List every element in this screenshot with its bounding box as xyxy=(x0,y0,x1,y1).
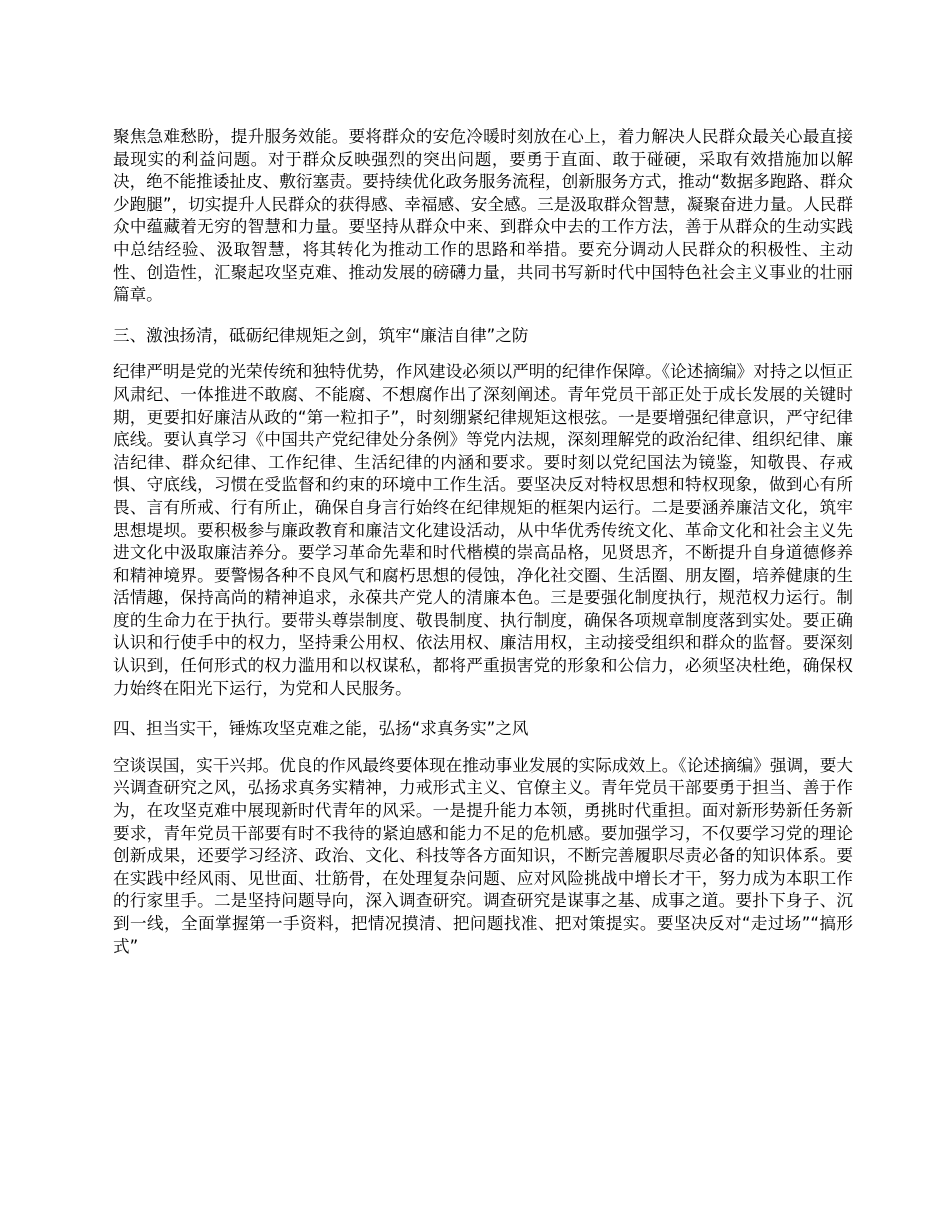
section4-heading: 四、担当实干，锤炼攻坚克难之能，弘扬“求真务实”之风 xyxy=(113,719,529,739)
document-page xyxy=(113,126,853,958)
section3-heading: 三、激浊扬清，砥砺纪律规矩之剑，筑牢“廉洁自律”之防 xyxy=(113,325,529,345)
section4-paragraph: 空谈误国，实干兴邦。优良的作风最终要体现在推动事业发展的实际成效上。《论述摘编》强调，要大兴调查研究之风，弘扬求真务实精神，力戒形式主义、官僚主义。青年党员干部要勇于担当、善于作为，在攻坚克难中展现新时代青年的风采。一是提升能力本领，勇挑时代重担。面对新形势新任务新要求，青年党员干部要有时不我待的紧迫感和能力不足的危机感。要加强学习，不仅要学习党的理论创新成果，还要学习经济、政治、文化、科技等各方面知识，不断完善履职尽责必备的知识体系。要在实践中经风雨、见世面、壮筋骨，在处理复杂问题、应对风险挑战中增长才干，努力成为本职工作的行家里手。二是坚持问题导向，深入调查研究。调查研究是谋事之基、成事之道。要扑下身子、沉到一线，全面掌握第一手资料，把情况摸清、把问题找准、把对策提实。要坚决反对“走过场”“搞形式” xyxy=(113,755,853,956)
section3-paragraph: 纪律严明是党的光荣传统和独特优势，作风建设必须以严明的纪律作保障。《论述摘编》对持之以恒正风肃纪、一体推进不敢腐、不能腐、不想腐作出了深刻阐述。青年党员干部正处于成长发展的关键时期，更要扣好廉洁从政的“第一粒扣子”，时刻绷紧纪律规矩这根弦。一是要增强纪律意识，严守纪律底线。要认真学习《中国共产党纪律处分条例》等党内法规，深刻理解党的政治纪律、组织纪律、廉洁纪律、群众纪律、工作纪律、生活纪律的内涵和要求。要时刻以党纪国法为镜鉴，知敬畏、存戒惧、守底线，习惯在受监督和约束的环境中工作生活。要坚决反对特权思想和特权现象，做到心有所畏、言有所戒、行有所止，确保自身言行始终在纪律规矩的框架内运行。二是要涵养廉洁文化，筑牢思想堤坝。要积极参与廉政教育和廉洁文化建设活动，从中华优秀传统文化、革命文化和社会主义先进文化中汲取廉洁养分。要学习革命先辈和时代楷模的崇高品格，见贤思齐，不断提升自身道德修养和精神境界。要警惕各种不良风气和腐朽思想的侵蚀，净化社交圈、生活圈、朋友圈，培养健康的生活情趣，保持高尚的精神追求，永葆共产党人的清廉本色。三是要强化制度执行，规范权力运行。制度的生命力在于执行。要带头尊崇制度、敬畏制度、执行制度，确保各项规章制度落到实处。要正确认识和行使手中的权力，坚持秉公用权、依法用权、廉洁用权，主动接受组织和群众的监督。要深刻认识到，任何形式的权力滥用和以权谋私，都将严重损害党的形象和公信力，必须坚决杜绝，确保权力始终在阳光下运行，为党和人民服务。 xyxy=(113,362,853,698)
intro-paragraph: 聚焦急难愁盼，提升服务效能。要将群众的安危冷暖时刻放在心上，着力解决人民群众最关心最直接最现实的利益问题。对于群众反映强烈的突出问题，要勇于直面、敢于碰硬，采取有效措施加以解决，绝不能推诿扯皮、敷衍塞责。要持续优化政务服务流程，创新服务方式，推动“数据多跑路、群众少跑腿”，切实提升人民群众的获得感、幸福感、安全感。三是汲取群众智慧，凝聚奋进力量。人民群众中蕴藏着无穷的智慧和力量。要坚持从群众中来、到群众中去的工作方法，善于从群众的生动实践中总结经验、汲取智慧，将其转化为推动工作的思路和举措。要充分调动人民群众的积极性、主动性、创造性，汇聚起攻坚克难、推动发展的磅礴力量，共同书写新时代中国特色社会主义事业的壮丽篇章。 xyxy=(113,127,853,305)
